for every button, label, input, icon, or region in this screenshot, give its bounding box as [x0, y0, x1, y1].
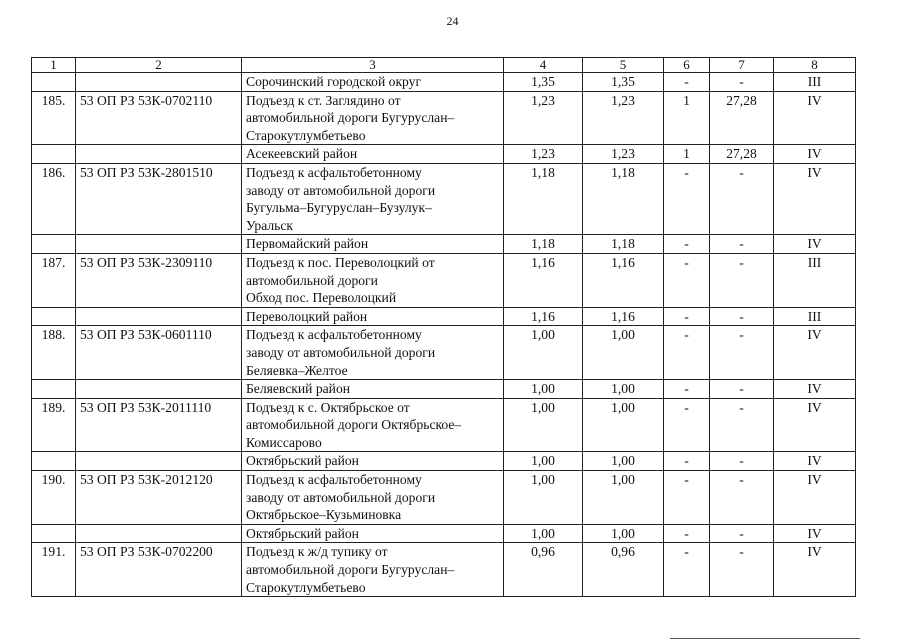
- row-number: 191.: [32, 543, 76, 597]
- road-name: [242, 543, 504, 597]
- road-code: [76, 73, 242, 92]
- bridges-count: -: [664, 307, 710, 326]
- length-total: 1,18: [504, 235, 583, 254]
- length-total: 0,96: [504, 543, 583, 597]
- row-number: [32, 380, 76, 399]
- district-row: [32, 73, 856, 92]
- row-number: 188.: [32, 326, 76, 380]
- bridges-count: -: [664, 253, 710, 307]
- length-total: 1,00: [504, 380, 583, 399]
- district-row: [32, 524, 856, 543]
- row-number: [32, 452, 76, 471]
- road-name-line: автомобильной дороги: [246, 272, 378, 288]
- road-name-line: Октябрьское–Кузьминовка: [246, 507, 402, 523]
- road-name-line: автомобильной дороги Октябрьское–: [246, 417, 462, 433]
- bridges-length: -: [710, 524, 774, 543]
- row-number: [32, 73, 76, 92]
- length-hard-surface: 1,23: [583, 91, 664, 145]
- length-total: 1,00: [504, 326, 583, 380]
- bridges-length: -: [710, 471, 774, 525]
- bridges-length: -: [710, 452, 774, 471]
- road-category: IV: [774, 452, 856, 471]
- road-code: 53 ОП РЗ 53К-0702110: [76, 91, 242, 145]
- road-category: IV: [774, 471, 856, 525]
- district-row: [32, 380, 856, 399]
- road-code: [76, 452, 242, 471]
- bridges-count: -: [664, 163, 710, 234]
- column-number: 1: [32, 58, 76, 73]
- bridges-length: -: [710, 380, 774, 399]
- district-name: Асекеевский район: [242, 145, 504, 164]
- bridges-length: -: [710, 235, 774, 254]
- road-name-line: Подъезд к пос. Переволоцкий от: [246, 254, 435, 270]
- road-code: [76, 524, 242, 543]
- column-number: 3: [242, 58, 504, 73]
- road-row: [32, 253, 856, 307]
- bridges-length: -: [710, 73, 774, 92]
- road-category: IV: [774, 163, 856, 234]
- road-name-line: Уральск: [246, 217, 294, 233]
- road-name-line: Подъезд к ст. Заглядино от: [246, 92, 401, 108]
- road-name-line: Подъезд к асфальтобетонному: [246, 327, 422, 343]
- district-name: Беляевский район: [242, 380, 504, 399]
- road-name-line: автомобильной дороги Бугуруслан–: [246, 562, 455, 578]
- district-name: Октябрьский район: [242, 452, 504, 471]
- length-total: 1,16: [504, 307, 583, 326]
- bridges-length: -: [710, 543, 774, 597]
- road-name: [242, 398, 504, 452]
- road-name: [242, 91, 504, 145]
- length-total: 1,23: [504, 91, 583, 145]
- district-name: Первомайский район: [242, 235, 504, 254]
- road-row: [32, 163, 856, 234]
- page-number: 24: [446, 14, 459, 28]
- row-number: [32, 307, 76, 326]
- road-name: [242, 471, 504, 525]
- road-name: [242, 253, 504, 307]
- road-name-line: автомобильной дороги Бугуруслан–: [246, 110, 455, 126]
- road-code: [76, 380, 242, 399]
- bridges-count: -: [664, 543, 710, 597]
- road-category: IV: [774, 398, 856, 452]
- length-hard-surface: 0,96: [583, 543, 664, 597]
- bridges-length: 27,28: [710, 145, 774, 164]
- road-row: [32, 398, 856, 452]
- bridges-count: -: [664, 398, 710, 452]
- length-hard-surface: 1,00: [583, 398, 664, 452]
- length-hard-surface: 1,00: [583, 326, 664, 380]
- column-number: 2: [76, 58, 242, 73]
- road-name: [242, 163, 504, 234]
- road-name-line: Комиссарово: [246, 434, 322, 450]
- column-number: 4: [504, 58, 583, 73]
- road-code: 53 ОП РЗ 53К-0601110: [76, 326, 242, 380]
- road-category: IV: [774, 145, 856, 164]
- road-name-line: Старокутлумбетьево: [246, 127, 366, 143]
- road-name-line: Подъезд к с. Октябрьское от: [246, 399, 410, 415]
- bridges-count: -: [664, 326, 710, 380]
- length-total: 1,23: [504, 145, 583, 164]
- row-number: [32, 145, 76, 164]
- road-name-line: заводу от автомобильной дороги: [246, 489, 436, 505]
- bridges-count: -: [664, 524, 710, 543]
- column-number: 7: [710, 58, 774, 73]
- road-code: 53 ОП РЗ 53К-2801510: [76, 163, 242, 234]
- road-category: IV: [774, 326, 856, 380]
- road-code: 53 ОП РЗ 53К-2309110: [76, 253, 242, 307]
- district-name: Октябрьский район: [242, 524, 504, 543]
- row-number: 187.: [32, 253, 76, 307]
- road-row: [32, 471, 856, 525]
- length-hard-surface: 1,23: [583, 145, 664, 164]
- column-number: 8: [774, 58, 856, 73]
- row-number: 190.: [32, 471, 76, 525]
- bridges-length: -: [710, 398, 774, 452]
- road-name-line: Беляевка–Желтое: [246, 362, 348, 378]
- bridges-count: 1: [664, 145, 710, 164]
- road-code: [76, 145, 242, 164]
- column-number: 5: [583, 58, 664, 73]
- road-code: 53 ОП РЗ 53К-2011110: [76, 398, 242, 452]
- length-total: 1,00: [504, 398, 583, 452]
- roads-table: [31, 57, 856, 597]
- road-category: IV: [774, 91, 856, 145]
- road-row: [32, 326, 856, 380]
- district-row: [32, 145, 856, 164]
- road-category: IV: [774, 235, 856, 254]
- bridges-length: -: [710, 253, 774, 307]
- length-total: 1,00: [504, 471, 583, 525]
- column-number: 6: [664, 58, 710, 73]
- road-name-line: Подъезд к ж/д тупику от: [246, 544, 388, 560]
- road-name-line: Старокутлумбетьево: [246, 579, 366, 595]
- district-row: [32, 452, 856, 471]
- length-hard-surface: 1,00: [583, 380, 664, 399]
- bridges-length: 27,28: [710, 91, 774, 145]
- road-code: [76, 307, 242, 326]
- road-name: [242, 326, 504, 380]
- road-name-line: заводу от автомобильной дороги: [246, 344, 436, 360]
- length-total: 1,16: [504, 253, 583, 307]
- length-total: 1,18: [504, 163, 583, 234]
- district-row: [32, 235, 856, 254]
- road-category: III: [774, 307, 856, 326]
- length-hard-surface: 1,35: [583, 73, 664, 92]
- length-hard-surface: 1,00: [583, 524, 664, 543]
- district-name: Сорочинский городской округ: [242, 73, 504, 92]
- bridges-length: -: [710, 163, 774, 234]
- road-name-line: Подъезд к асфальтобетонному: [246, 164, 422, 180]
- row-number: 185.: [32, 91, 76, 145]
- road-code: [76, 235, 242, 254]
- length-hard-surface: 1,16: [583, 253, 664, 307]
- road-name-line: Обход пос. Переволоцкий: [246, 290, 397, 306]
- footer-rule: [670, 638, 860, 639]
- length-total: 1,00: [504, 524, 583, 543]
- road-row: [32, 543, 856, 597]
- bridges-count: -: [664, 380, 710, 399]
- column-number-row: [32, 58, 856, 73]
- road-code: 53 ОП РЗ 53К-0702200: [76, 543, 242, 597]
- road-name-line: Подъезд к асфальтобетонному: [246, 472, 422, 488]
- bridges-count: 1: [664, 91, 710, 145]
- length-hard-surface: 1,00: [583, 452, 664, 471]
- road-name-line: заводу от автомобильной дороги: [246, 182, 436, 198]
- road-category: IV: [774, 380, 856, 399]
- road-row: [32, 91, 856, 145]
- length-hard-surface: 1,00: [583, 471, 664, 525]
- road-name-line: Бугульма–Бугуруслан–Бузулук–: [246, 200, 432, 216]
- bridges-length: -: [710, 307, 774, 326]
- bridges-count: -: [664, 452, 710, 471]
- row-number: 186.: [32, 163, 76, 234]
- road-code: 53 ОП РЗ 53К-2012120: [76, 471, 242, 525]
- bridges-length: -: [710, 326, 774, 380]
- length-hard-surface: 1,18: [583, 163, 664, 234]
- row-number: [32, 235, 76, 254]
- road-category: IV: [774, 543, 856, 597]
- bridges-count: -: [664, 235, 710, 254]
- length-total: 1,00: [504, 452, 583, 471]
- bridges-count: -: [664, 471, 710, 525]
- road-category: III: [774, 73, 856, 92]
- row-number: 189.: [32, 398, 76, 452]
- length-total: 1,35: [504, 73, 583, 92]
- district-row: [32, 307, 856, 326]
- district-name: Переволоцкий район: [242, 307, 504, 326]
- length-hard-surface: 1,18: [583, 235, 664, 254]
- road-category: III: [774, 253, 856, 307]
- bridges-count: -: [664, 73, 710, 92]
- row-number: [32, 524, 76, 543]
- length-hard-surface: 1,16: [583, 307, 664, 326]
- road-category: IV: [774, 524, 856, 543]
